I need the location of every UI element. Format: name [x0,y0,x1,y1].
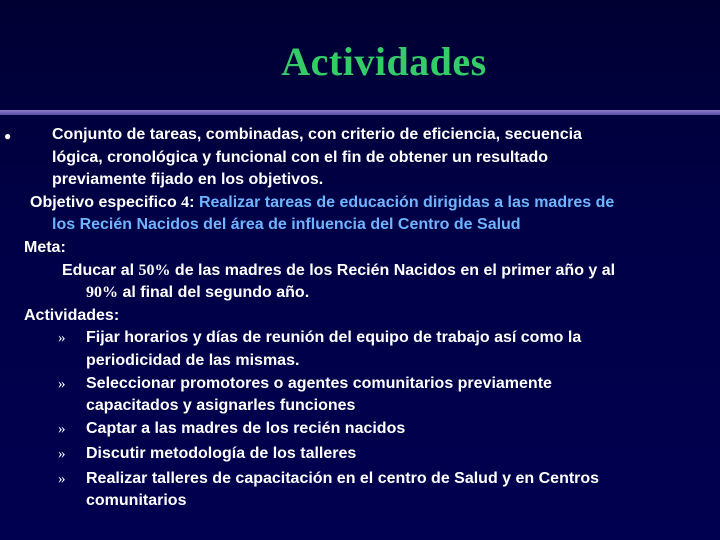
list-item [0,327,720,350]
activity-2-line-2-row [0,395,720,418]
activity-3-line-1: Captar a las madres de los recién nacidos [86,419,406,437]
activity-5-line-1: Realizar talleres de capacitación en el centro de Salud y en Centros [86,469,600,487]
list-item [0,443,720,468]
meta-pct-50: 50% [138,261,171,279]
list-item [0,468,720,491]
title-divider [0,110,720,115]
bullet-1-line-1: Conjunto de tareas, combinadas, con criterio de eficiencia, secuencia [52,126,582,143]
meta-text-2b: al final del segundo año. [118,284,310,302]
activity-1-line-2-row [0,350,720,373]
meta-heading-row [0,237,720,260]
activity-2-line-1: Seleccionar promotores o agentes comunitarios previamente [86,374,552,392]
objective-text-1: Realizar tareas de educación dirigidas a las madres de [198,193,615,211]
meta-pct-90: 90% [86,284,118,302]
objective-label: Objetivo especifico [30,193,182,211]
actividades-heading-row [0,305,720,328]
objective-colon: : [189,193,199,211]
chevron-right-double-icon: » [58,375,66,392]
slide-title: Actividades [281,39,487,84]
activity-1-line-1: Fijar horarios y días de reunión del equipo de trabajo así como la [86,329,582,347]
actividades-heading: Actividades: [24,306,120,324]
list-item [0,373,720,396]
meta-line-2 [0,282,720,305]
bullet-1-line-3: previamente fijado en los objetivos. [52,171,324,189]
bullet-dot-icon: ● [4,129,12,143]
activity-5-line-2-row [0,490,720,513]
objective-line-1 [0,192,720,215]
meta-text-1b: de las madres de los Recién Nacidos en el primer año y al [170,261,616,279]
bullet-1-line-2: lógica, cronológica y funcional con el fin de obtener un resultado [52,148,549,166]
objective-number: 4 [181,193,190,211]
slide-body [0,124,720,513]
chevron-right-double-icon: » [58,445,66,462]
list-item [0,418,720,443]
activity-1-line-2: periodicidad de las mismas. [86,351,300,369]
meta-heading: Meta: [24,238,66,256]
meta-line-1 [0,260,720,283]
activity-4-line-1: Discutir metodología de los talleres [86,444,357,462]
activity-2-line-2: capacitados y asignarles funciones [86,397,356,415]
objective-text-2: los Recién Nacidos del área de influencia del Centro de Salud [52,216,521,234]
objective-line-2 [0,214,720,237]
bullet-1-line-3-row [0,169,720,192]
bullet-point-1 [0,124,720,147]
activity-5-line-2: comunitarios [86,492,187,510]
chevron-right-double-icon: » [58,470,66,487]
bullet-1-line-2-row [0,147,720,170]
chevron-right-double-icon: » [58,420,66,437]
meta-text-1a: Educar al [62,261,139,279]
chevron-right-double-icon: » [58,330,66,347]
